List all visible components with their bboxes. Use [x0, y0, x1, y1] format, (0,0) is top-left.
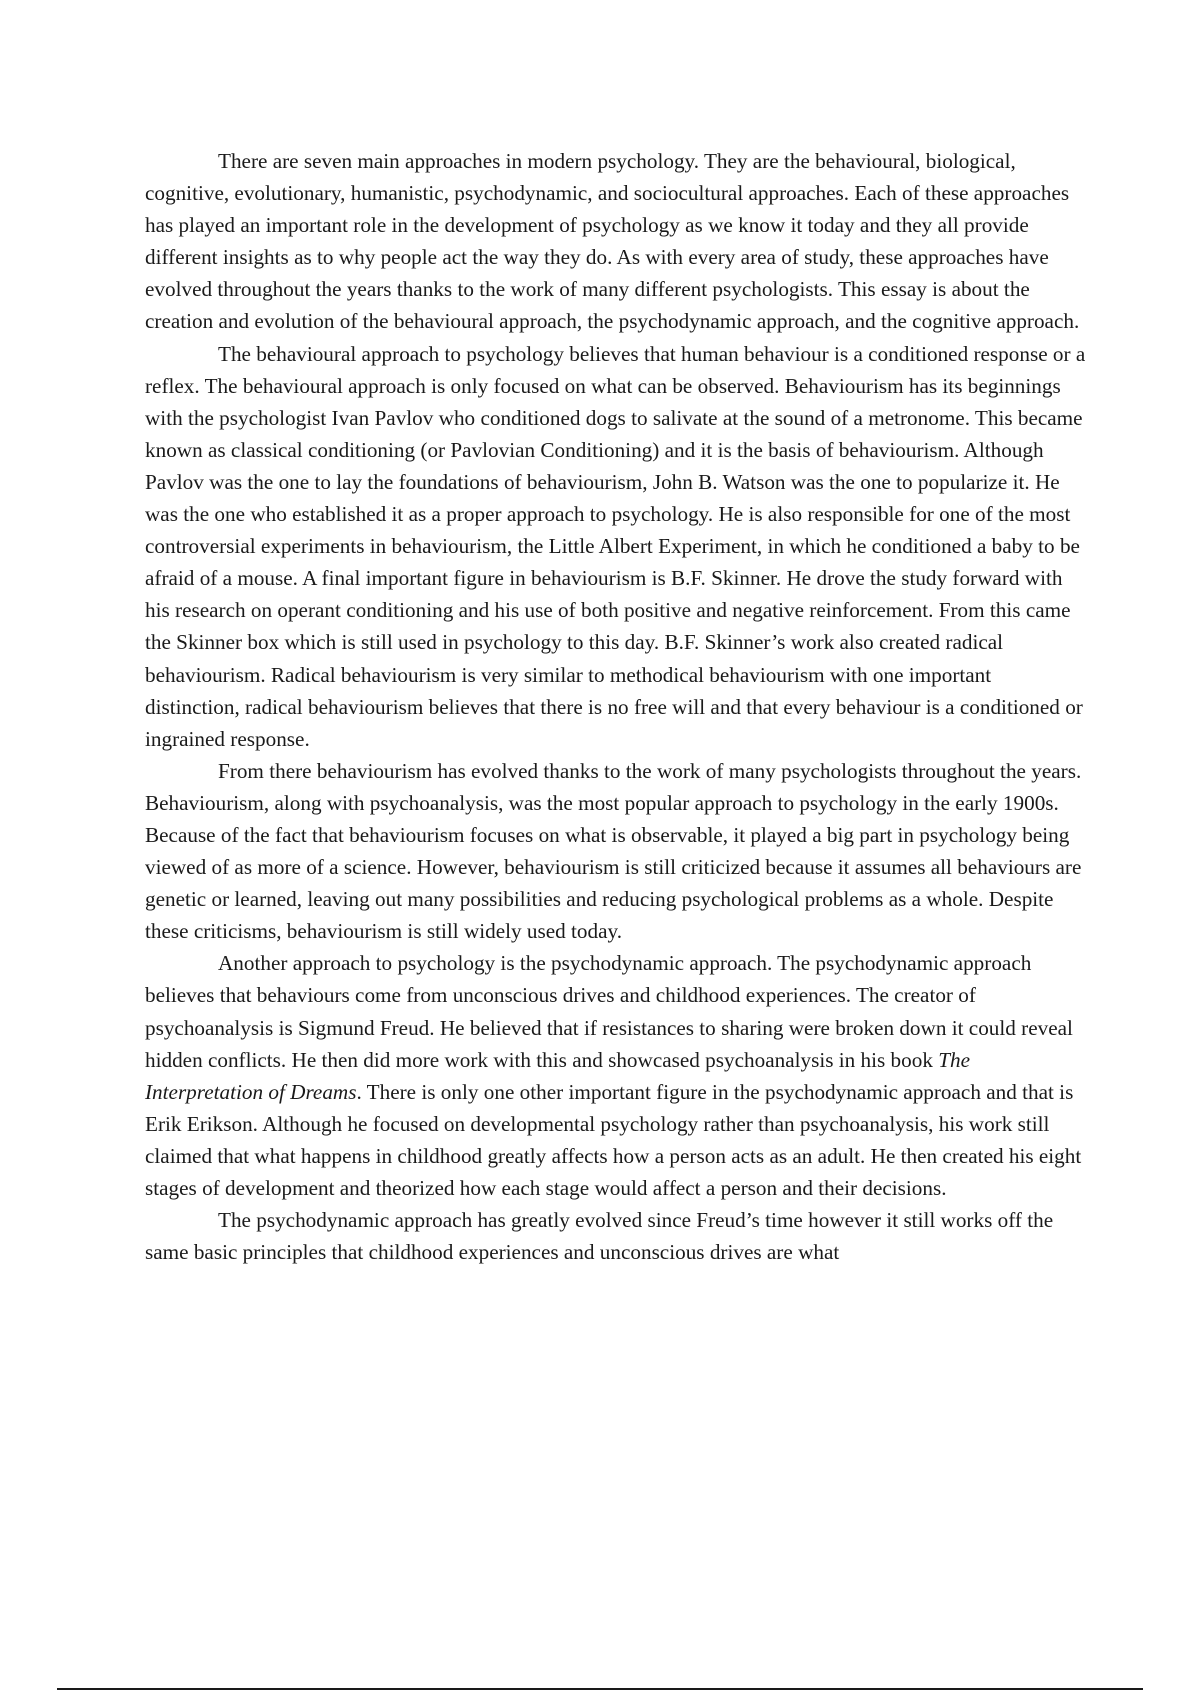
essay-body	[145, 145, 1090, 1268]
paragraph-behaviourism-evolution: From there behaviourism has evolved thanks to the work of many psychologists throughout the years. Behaviourism, along with psychoanalysis, was the most popular approach to psychology in the early 1900s. Because of the fact that behaviourism focuses on what is observable, it played a big part in psychology being viewed of as more of a science. However, behaviourism is still criticized because it assumes all behaviours are genetic or learned, leaving out many possibilities and reducing psychological problems as a whole. Despite these criticisms, behaviourism is still widely used today.	[145, 758, 1082, 944]
paragraph-psychodynamic-approach	[145, 947, 1090, 1204]
paragraph-behavioural-approach: The behavioural approach to psychology believes that human behaviour is a conditioned response or a reflex. The behavioural approach is only focused on what can be observed. Behaviourism has its beginnings with the psychologist Ivan Pavlov who conditioned dogs to salivate at the sound of a metronome. This became known as classical conditioning (or Pavlovian Conditioning) and it is the basis of behaviourism. Although Pavlov was the one to lay the foundations of behaviourism, John B. Watson was the one to popularize it. He was the one who established it as a proper approach to psychology. He is also responsible for one of the most controversial experiments in behaviourism, the Little Albert Experiment, in which he conditioned a baby to be afraid of a mouse. A final important figure in behaviourism is B.F. Skinner. He drove the study forward with his research on operant conditioning and his use of both positive and negative reinforcement. From this came the Skinner box which is still used in psychology to this day. B.F. Skinner’s work also created radical behaviourism. Radical behaviourism is very similar to methodical behaviourism with one important distinction, radical behaviourism believes that there is no free will and that every behaviour is a conditioned or ingrained response.	[145, 341, 1086, 751]
paragraph-text-segment: . There is only one other important figure in the psychodynamic approach and that is Erik Erikson. Although he focused on developmental psychology rather than psychoanalysis, his work still claimed that what happens in childhood greatly affects how a person acts as an adult. He then created his eight stages of development and theorized how each stage would affect a person and their decisions.	[145, 1079, 1082, 1200]
paragraph-text-segment: Another approach to psychology is the psychodynamic approach. The psychodynamic approach believes that behaviours come from unconscious drives and childhood experiences. The creator of psychoanalysis is Sigmund Freud. He believed that if resistances to sharing were broken down it could reveal hidden conflicts. He then did more work with this and showcased psychoanalysis in his book	[145, 951, 1073, 1072]
footer-divider	[57, 1688, 1143, 1690]
book-title: The Interpretation of Dreams	[145, 1047, 971, 1104]
paragraph-intro: There are seven main approaches in modern psychology. They are the behavioural, biological, cognitive, evolutionary, humanistic, psychodynamic, and sociocultural approaches. Each of these approaches has played an important role in the development of psychology as we know it today and they all provide different insights as to why people act the way they do. As with every area of study, these approaches have evolved throughout the years thanks to the work of many different psychologists. This essay is about the creation and evolution of the behavioural approach, the psychodynamic approach, and the cognitive approach.	[145, 149, 1080, 334]
paragraph-psychodynamic-evolution: The psychodynamic approach has greatly evolved since Freud’s time however it still works off the same basic principles that childhood experiences and unconscious drives are what	[145, 1208, 1054, 1265]
